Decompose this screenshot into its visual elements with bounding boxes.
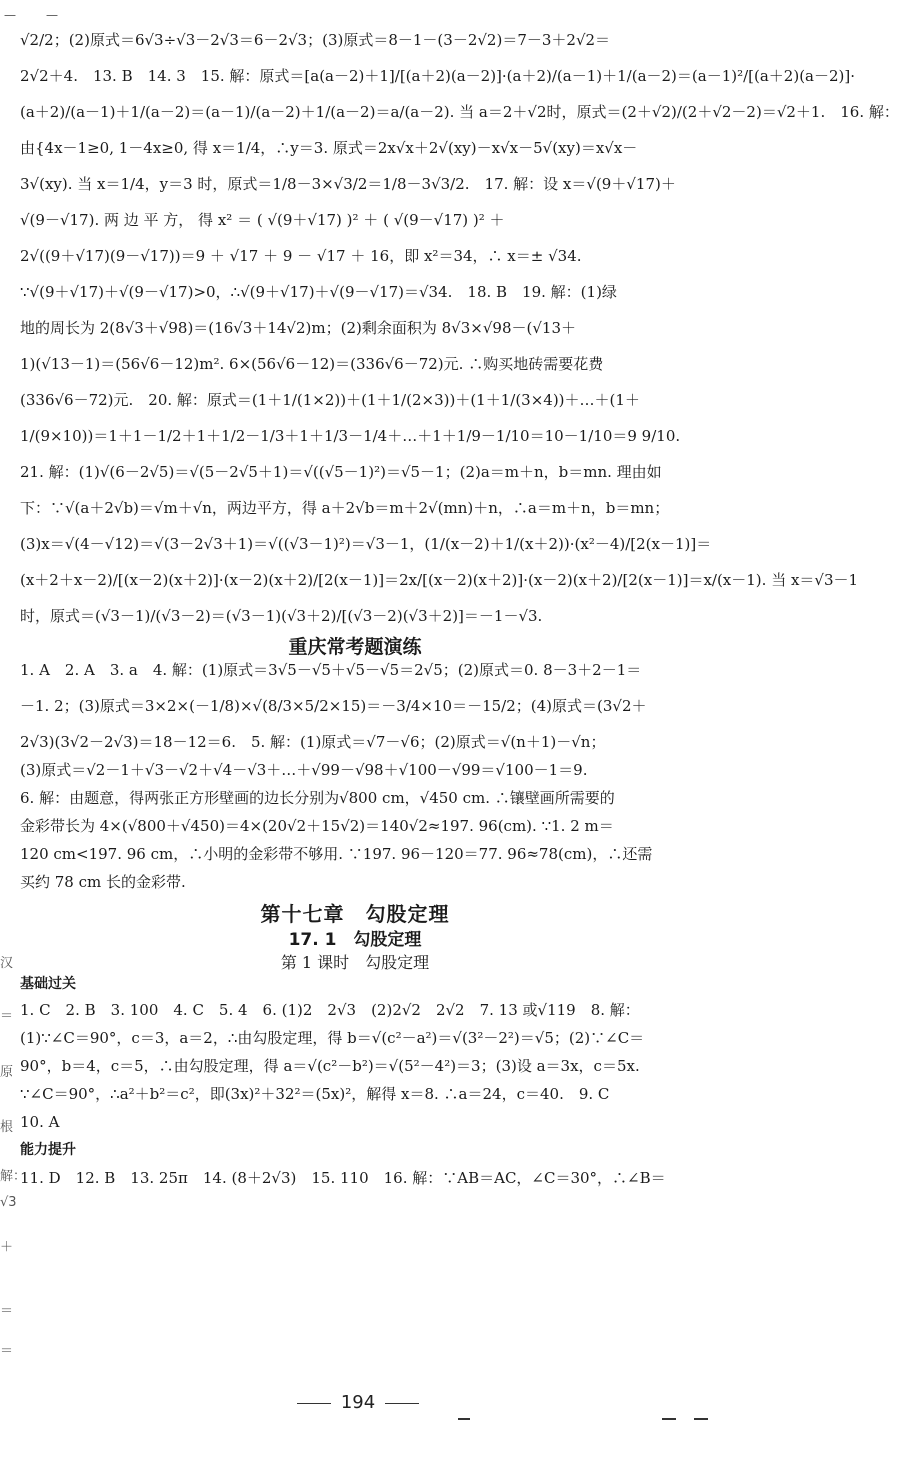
answer-line: (336√6－72)元. 20. 解：原式＝(1＋1/(1×2))＋(1＋1/(2×3))＋(1＋1/(3×4))＋…＋(1＋ (20, 391, 640, 409)
answer-line: －1. 2；(3)原式＝3×2×(－1/8)×√(8/3×5/2×15)＝－3/4×10＝－15/2；(4)原式＝(3√2＋ (20, 697, 647, 715)
margin-glyph: √3 (0, 1195, 17, 1210)
answer-line: 2√2＋4. 13. B 14. 3 15. 解：原式＝[a(a－2)＋1]/[(a＋2)(a－2)]·(a＋2)/(a－1)＋1/(a－2)＝(a－1)²/[(a＋2)(a－2)]· (20, 67, 856, 85)
answer-line: (1)∵∠C＝90°，c＝3，a＝2，∴由勾股定理，得 b＝√(c²－a²)＝√(3²－2²)＝√5；(2)∵∠C＝ (20, 1029, 645, 1047)
margin-glyph: ＝ (0, 1344, 14, 1359)
answers-block-basic (20, 1000, 690, 1140)
answer-line: 6. 解：由题意，得两张正方形壁画的边长分别为√800 cm，√450 cm. ∴镶壁画所需要的 (20, 789, 615, 807)
margin-glyph: 解： (0, 1169, 27, 1184)
answer-line: (3)x＝√(4－√12)＝√(3－2√3＋1)＝√((√3－1)²)＝√3－1，(1/(x－2)＋1/(x＋2))·(x²－4)/[2(x－1)]＝ (20, 535, 712, 553)
answer-line: 1/(9×10))＝1＋1－1/2＋1＋1/2－1/3＋1＋1/3－1/4＋…＋1＋1/9－1/10＝10－1/10＝9 9/10. (20, 427, 681, 445)
answer-line: ∵∠C＝90°，∴a²＋b²＝c²，即(3x)²＋32²＝(5x)²，解得 x＝8. ∴a＝24，c＝40. 9. C (20, 1085, 610, 1103)
answer-line: 90°，b＝4，c＝5，∴由勾股定理，得 a＝√(c²－b²)＝√(5²－4²)＝3；(3)设 a＝3x，c＝5x. (20, 1057, 640, 1075)
bottom-edge-mark (458, 1418, 470, 1420)
answer-line: 120 cm<197. 96 cm，∴小明的金彩带不够用. ∵197. 96－120＝77. 96≈78(cm)，∴还需 (20, 845, 653, 863)
page-number (0, 1392, 716, 1413)
bottom-edge-mark (662, 1418, 676, 1420)
margin-glyph: ＝ (0, 1009, 14, 1024)
answer-line: (a＋2)/(a－1)＋1/(a－2)＝(a－1)/(a－2)＋1/(a－2)＝a/(a－2). 当 a＝2＋√2时，原式＝(2＋√2)/(2＋√2－2)＝√2＋1. 16. 解： (20, 103, 899, 121)
answer-line: (3)原式＝√2－1＋√3－√2＋√4－√3＋…＋√99－√98＋√100－√99＝√100－1＝9. (20, 761, 588, 779)
answer-line: 2√3)(3√2－2√3)＝18－12＝6. 5. 解：(1)原式＝√7－√6；(2)原式＝√(n＋1)－√n； (20, 733, 606, 751)
section-title: 重庆常考题演练 (288, 636, 422, 658)
answer-line: 2√((9＋√17)(9－√17))＝9 ＋ √17 ＋ 9 － √17 ＋ 16，即 x²＝34，∴ x＝± √34. (20, 247, 582, 265)
margin-glyph: 原 (0, 1065, 14, 1080)
chapter-title: 第十七章 勾股定理 (260, 902, 450, 926)
margin-glyph: 汉 (0, 956, 14, 971)
margin-glyph: 根 (0, 1120, 14, 1135)
answer-line: 10. A (20, 1113, 60, 1131)
page-number-dash (297, 1403, 331, 1404)
answer-line: 1. C 2. B 3. 100 4. C 5. 4 6. (1)2 2√3 (2)2√2 2√2 7. 13 或√119 8. 解： (20, 1001, 640, 1019)
answer-line: 地的周长为 2(8√3＋√98)＝(16√3＋14√2)m；(2)剩余面积为 8√3×√98－(√13＋ (20, 319, 576, 337)
label-basic: 基础过关 (20, 976, 76, 992)
answer-line: 3√(xy). 当 x＝1/4，y＝3 时，原式＝1/8－3×√3/2＝1/8－3√3/2. 17. 解：设 x＝√(9＋√17)＋ (20, 175, 676, 193)
answer-line: 1. A 2. A 3. a 4. 解：(1)原式＝3√5－√5＋√5－√5＝2√5；(2)原式＝0. 8－3＋2－1＝ (20, 661, 642, 679)
answers-block-section (20, 660, 690, 900)
answer-line: 11. D 12. B 13. 25π 14. (8＋2√3) 15. 110 16. 解：∵AB＝AC，∠C＝30°，∴∠B＝ (20, 1169, 666, 1187)
answer-line: 时，原式＝(√3－1)/(√3－2)＝(√3－1)(√3＋2)/[(√3－2)(√3＋2)]＝－1－√3. (20, 607, 543, 625)
answer-line: (x＋2＋x－2)/[(x－2)(x＋2)]·(x－2)(x＋2)/[2(x－1)]＝2x/[(x－2)(x＋2)]·(x－2)(x＋2)/[2(x－1)]＝x/(x－1). 当 x＝√3－1 (20, 571, 859, 589)
answer-line: 买约 78 cm 长的金彩带. (20, 873, 186, 891)
answer-line: 1)(√13－1)＝(56√6－12)m². 6×(56√6－12)＝(336√6－72)元. ∴购买地砖需要花费 (20, 355, 604, 373)
bottom-edge-mark (694, 1418, 708, 1420)
answer-line: 由{4x－1≥0, 1－4x≥0, 得 x＝1/4，∴y＝3. 原式＝2x√x＋2√(xy)－x√x－5√(xy)＝x√x－ (20, 139, 638, 157)
answer-column (20, 30, 899, 1196)
answer-line: 21. 解：(1)√(6－2√5)＝√(5－2√5＋1)＝√((√5－1)²)＝√5－1；(2)a＝m＋n，b＝mn. 理由如 (20, 463, 662, 481)
answer-line: ∵√(9＋√17)＋√(9－√17)>0，∴√(9＋√17)＋√(9－√17)＝√34. 18. B 19. 解：(1)绿 (20, 283, 617, 301)
lesson-title: 第 1 课时 勾股定理 (280, 953, 430, 972)
margin-glyph: ＋ (0, 1240, 14, 1255)
top-edge-mark: — — (4, 8, 117, 22)
subsection-title: 17. 1 勾股定理 (288, 930, 422, 950)
page-number-dash (385, 1403, 419, 1404)
answer-line: √2/2；(2)原式＝6√3÷√3－2√3＝6－2√3；(3)原式＝8－1－(3－2√2)＝7－3＋2√2＝ (20, 31, 611, 49)
answer-line: 金彩带长为 4×(√800＋√450)＝4×(20√2＋15√2)＝140√2≈197. 96(cm). ∵1. 2 m＝ (20, 817, 614, 835)
answers-block-chapter16 (20, 30, 899, 634)
answers-block-advanced (20, 1168, 690, 1196)
answer-line: 下：∵√(a＋2√b)＝√m＋√n，两边平方，得 a＋2√b＝m＋2√(mn)＋n，∴a＝m＋n，b＝mn； (20, 499, 670, 517)
answer-line: √(9－√17). 两 边 平 方， 得 x² ＝ ( √(9＋√17) )² ＋ ( √(9－√17) )² ＋ (20, 211, 505, 229)
margin-glyph: ＝ (0, 1304, 14, 1319)
page-number-text: 194 (340, 1392, 376, 1413)
label-advanced: 能力提升 (20, 1142, 76, 1158)
